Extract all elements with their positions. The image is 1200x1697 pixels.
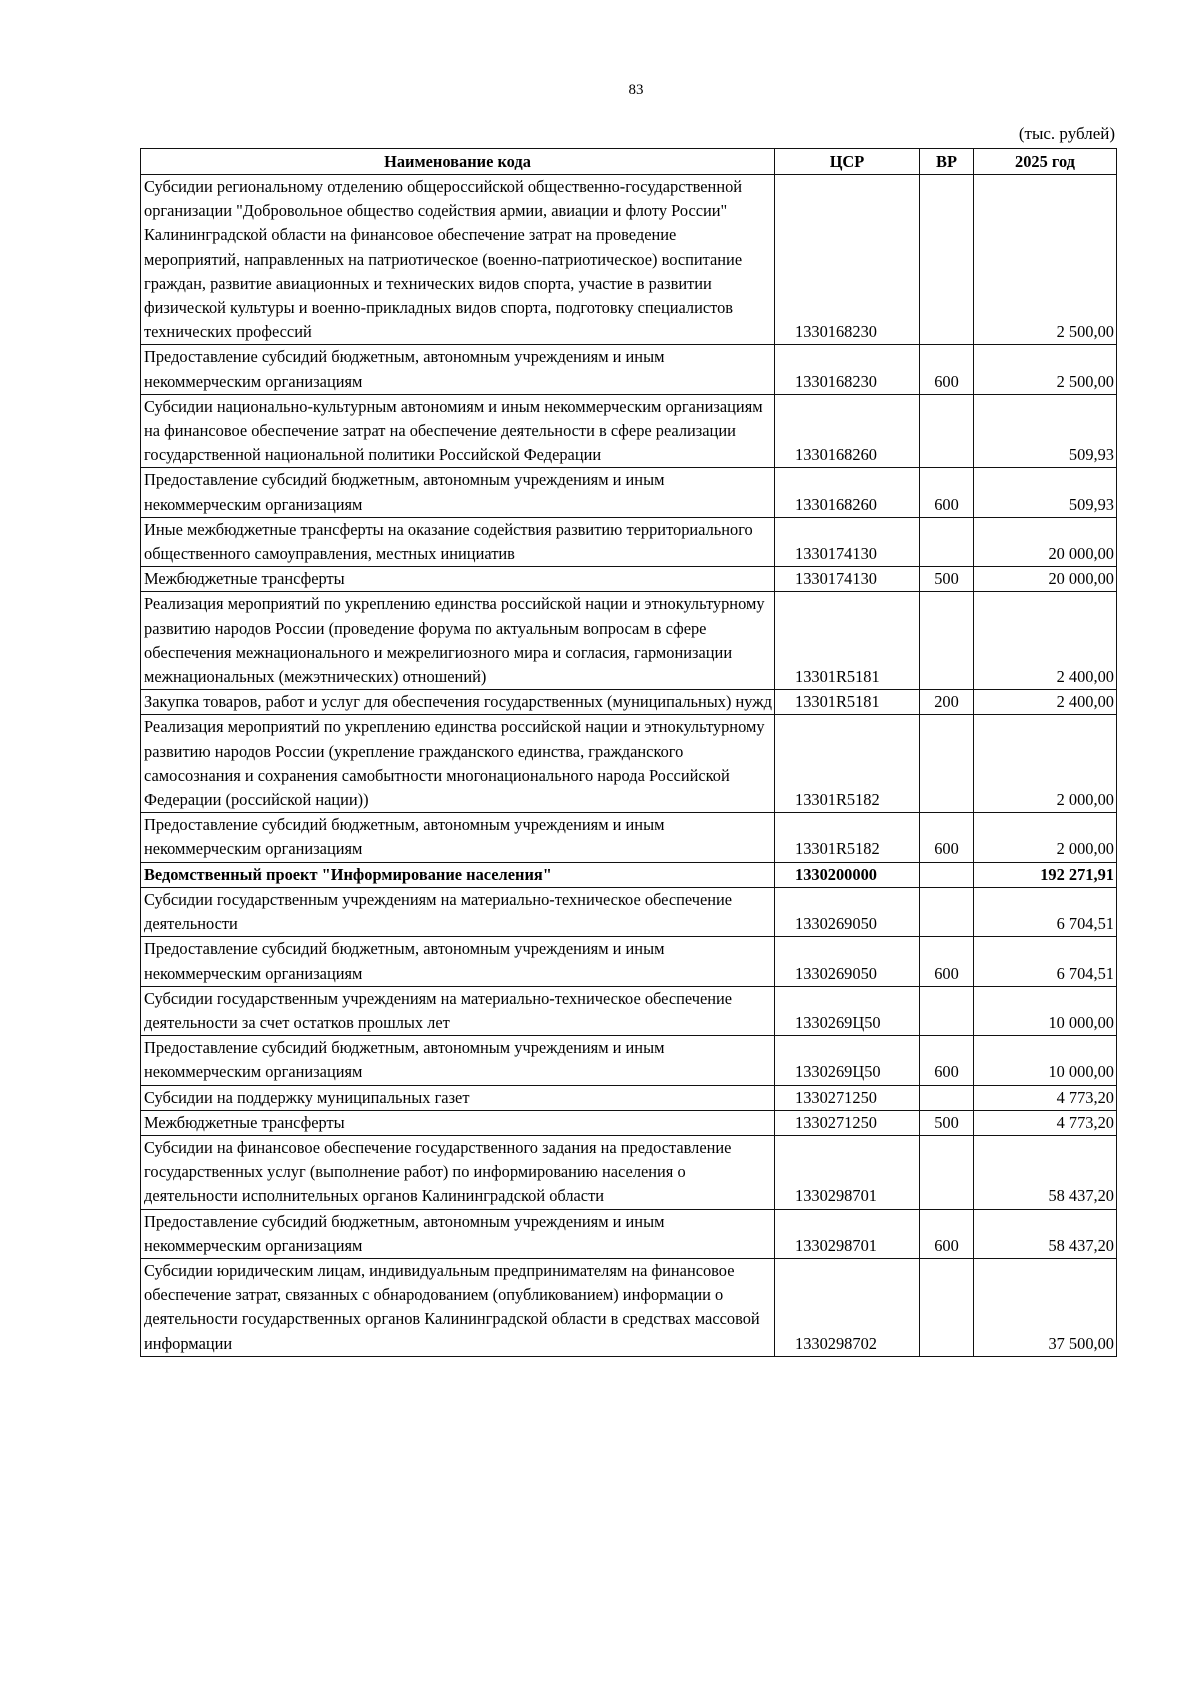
row-vr-cell	[920, 887, 974, 936]
row-name-cell: Иные межбюджетные трансферты на оказание содействия развитию территориального общественного самоуправления, местных инициатив	[141, 517, 775, 566]
row-sum-cell: 20 000,00	[974, 517, 1117, 566]
row-vr-cell	[920, 175, 974, 345]
row-vr-cell	[920, 1085, 974, 1110]
table-row	[141, 517, 1117, 566]
row-csr-cell: 1330298702	[775, 1258, 920, 1356]
row-name-cell: Субсидии национально-культурным автономиям и иным некоммерческим организациям на финансовое обеспечение затрат на обеспечение деятельности в сфере реализации государственной национальной политики Российской Федерации	[141, 394, 775, 468]
header-csr: ЦСР	[775, 149, 920, 175]
row-sum-cell: 10 000,00	[974, 986, 1117, 1035]
row-name-cell: Ведомственный проект "Информирование населения"	[141, 862, 775, 887]
row-name-cell: Межбюджетные трансферты	[141, 567, 775, 592]
row-name-cell: Реализация мероприятий по укреплению единства российской нации и этнокультурному развитию народов России (укрепление гражданского единства, гражданского самосознания и сохранения самобытности многонационального народа Российской Федерации (российской нации))	[141, 715, 775, 813]
row-csr-cell: 1330269050	[775, 937, 920, 986]
row-sum-cell: 10 000,00	[974, 1036, 1117, 1085]
row-csr-cell: 13301R5182	[775, 813, 920, 862]
row-sum-cell: 2 000,00	[974, 813, 1117, 862]
row-sum-cell: 4 773,20	[974, 1110, 1117, 1135]
table-row	[141, 937, 1117, 986]
row-csr-cell: 1330174130	[775, 567, 920, 592]
row-name-cell: Реализация мероприятий по укреплению единства российской нации и этнокультурному развитию народов России (проведение форума по актуальным вопросам в сфере обеспечения межнационального и межрелигиозного мира и согласия, гармонизации межнациональных (межэтнических) отношений)	[141, 592, 775, 690]
row-csr-cell: 1330298701	[775, 1209, 920, 1258]
row-csr-cell: 1330271250	[775, 1110, 920, 1135]
table-row	[141, 1085, 1117, 1110]
row-vr-cell	[920, 517, 974, 566]
row-sum-cell: 37 500,00	[974, 1258, 1117, 1356]
row-vr-cell	[920, 592, 974, 690]
row-csr-cell: 1330168230	[775, 175, 920, 345]
row-name-cell: Предоставление субсидий бюджетным, автономным учреждениям и иным некоммерческим организациям	[141, 345, 775, 394]
table-row	[141, 715, 1117, 813]
row-name-cell: Субсидии региональному отделению общероссийской общественно-государственной организации "Добровольное общество содействия армии, авиации и флоту России" Калининградской области на финансовое обеспечение затрат на проведение мероприятий, направленных на патриотическое (военно-патриотическое) воспитание граждан, развитие авиационных и технических видов спорта, участие в развитии физической культуры и военно-прикладных видов спорта, подготовку специалистов технических профессий	[141, 175, 775, 345]
units-note: (тыс. рублей)	[1018, 124, 1115, 143]
row-sum-cell: 6 704,51	[974, 937, 1117, 986]
table-row	[141, 1036, 1117, 1085]
row-vr-cell: 600	[920, 1036, 974, 1085]
row-vr-cell	[920, 394, 974, 468]
row-vr-cell	[920, 862, 974, 887]
row-vr-cell: 600	[920, 468, 974, 517]
table-row	[141, 1209, 1117, 1258]
table-row	[141, 345, 1117, 394]
row-csr-cell: 1330271250	[775, 1085, 920, 1110]
row-name-cell: Субсидии государственным учреждениям на материально-техническое обеспечение деятельности за счет остатков прошлых лет	[141, 986, 775, 1035]
row-vr-cell: 200	[920, 690, 974, 715]
row-sum-cell: 20 000,00	[974, 567, 1117, 592]
table-row	[141, 862, 1117, 887]
row-csr-cell: 1330168260	[775, 468, 920, 517]
row-csr-cell: 1330168260	[775, 394, 920, 468]
row-name-cell: Предоставление субсидий бюджетным, автономным учреждениям и иным некоммерческим организациям	[141, 468, 775, 517]
row-csr-cell: 1330298701	[775, 1135, 920, 1209]
row-sum-cell: 2 000,00	[974, 715, 1117, 813]
row-csr-cell: 1330269Ц50	[775, 1036, 920, 1085]
header-sum: 2025 год	[974, 149, 1117, 175]
row-sum-cell: 2 400,00	[974, 690, 1117, 715]
row-vr-cell: 500	[920, 1110, 974, 1135]
page-number: 83	[628, 82, 644, 98]
row-sum-cell: 192 271,91	[974, 862, 1117, 887]
budget-table	[140, 148, 1117, 1357]
table-row	[141, 468, 1117, 517]
row-name-cell: Предоставление субсидий бюджетным, автономным учреждениям и иным некоммерческим организациям	[141, 1036, 775, 1085]
row-csr-cell: 1330269Ц50	[775, 986, 920, 1035]
row-name-cell: Субсидии государственным учреждениям на материально-техническое обеспечение деятельности	[141, 887, 775, 936]
row-sum-cell: 2 500,00	[974, 175, 1117, 345]
table-row	[141, 1258, 1117, 1356]
row-sum-cell: 4 773,20	[974, 1085, 1117, 1110]
table-body	[141, 175, 1117, 1357]
row-sum-cell: 2 400,00	[974, 592, 1117, 690]
table-row	[141, 592, 1117, 690]
table-row	[141, 175, 1117, 345]
row-csr-cell: 1330200000	[775, 862, 920, 887]
row-csr-cell: 1330168230	[775, 345, 920, 394]
row-vr-cell: 600	[920, 937, 974, 986]
table-row	[141, 887, 1117, 936]
row-vr-cell	[920, 1258, 974, 1356]
table-row	[141, 1135, 1117, 1209]
table-row	[141, 394, 1117, 468]
row-vr-cell: 600	[920, 345, 974, 394]
row-vr-cell	[920, 1135, 974, 1209]
row-sum-cell: 6 704,51	[974, 887, 1117, 936]
row-name-cell: Субсидии юридическим лицам, индивидуальным предпринимателям на финансовое обеспечение затрат, связанных с обнародованием (опубликованием) информации о деятельности государственных органов Калининградской области в средствах массовой информации	[141, 1258, 775, 1356]
row-vr-cell: 600	[920, 813, 974, 862]
row-vr-cell: 500	[920, 567, 974, 592]
row-sum-cell: 2 500,00	[974, 345, 1117, 394]
table-row	[141, 567, 1117, 592]
row-vr-cell: 600	[920, 1209, 974, 1258]
row-csr-cell: 1330269050	[775, 887, 920, 936]
row-name-cell: Предоставление субсидий бюджетным, автономным учреждениям и иным некоммерческим организациям	[141, 1209, 775, 1258]
row-name-cell: Предоставление субсидий бюджетным, автономным учреждениям и иным некоммерческим организациям	[141, 813, 775, 862]
row-sum-cell: 58 437,20	[974, 1209, 1117, 1258]
table-row	[141, 986, 1117, 1035]
row-csr-cell: 13301R5181	[775, 592, 920, 690]
row-csr-cell: 1330174130	[775, 517, 920, 566]
header-vr: ВР	[920, 149, 974, 175]
row-vr-cell	[920, 715, 974, 813]
header-name: Наименование кода	[141, 149, 775, 175]
row-csr-cell: 13301R5181	[775, 690, 920, 715]
row-sum-cell: 509,93	[974, 394, 1117, 468]
row-csr-cell: 13301R5182	[775, 715, 920, 813]
row-name-cell: Закупка товаров, работ и услуг для обеспечения государственных (муниципальных) нужд	[141, 690, 775, 715]
row-name-cell: Субсидии на финансовое обеспечение государственного задания на предоставление государственных услуг (выполнение работ) по информированию населения о деятельности исполнительных органов Калининградской области	[141, 1135, 775, 1209]
row-vr-cell	[920, 986, 974, 1035]
table-row	[141, 1110, 1117, 1135]
table-header-row	[141, 149, 1117, 175]
table-row	[141, 690, 1117, 715]
row-sum-cell: 58 437,20	[974, 1135, 1117, 1209]
row-name-cell: Межбюджетные трансферты	[141, 1110, 775, 1135]
row-name-cell: Субсидии на поддержку муниципальных газет	[141, 1085, 775, 1110]
row-sum-cell: 509,93	[974, 468, 1117, 517]
row-name-cell: Предоставление субсидий бюджетным, автономным учреждениям и иным некоммерческим организациям	[141, 937, 775, 986]
table-row	[141, 813, 1117, 862]
